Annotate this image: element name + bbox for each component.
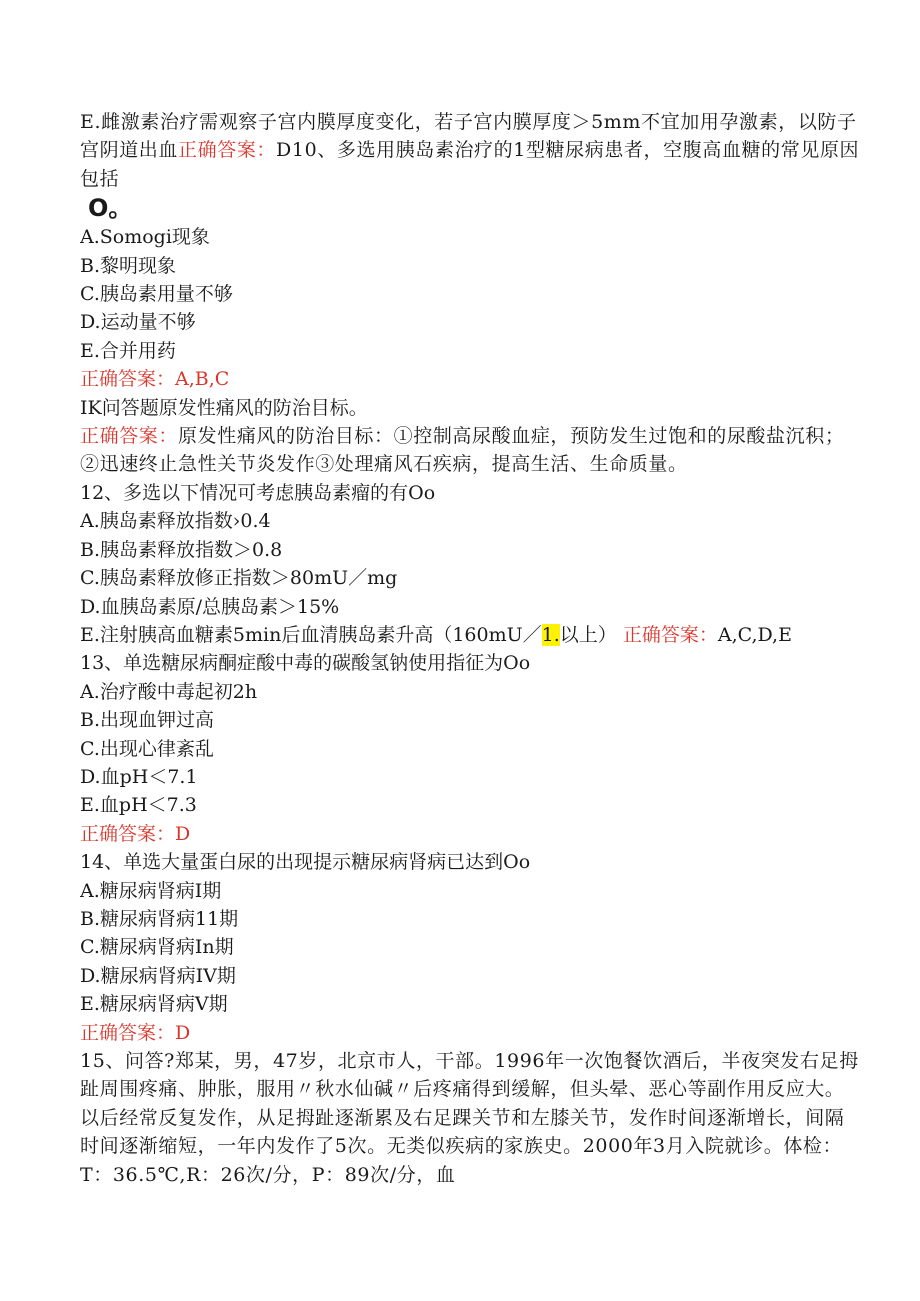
q14-stem: 14、单选大量蛋白尿的出现提示糖尿病肾病已达到Oo xyxy=(80,851,531,874)
q10-option-e: E.合并用药 xyxy=(80,339,176,362)
q11-stem: IK问答题原发性痛风的防治目标。 xyxy=(80,396,368,419)
q14-option-d: D.糖尿病肾病IV期 xyxy=(80,964,236,987)
q10-answer-label: 正确答案： xyxy=(80,368,176,391)
q13-stem: 13、单选糖尿病酮症酸中毒的碳酸氢钠使用指征为Oo xyxy=(80,652,531,675)
q13-option-a: A.治疗酸中毒起初2h xyxy=(80,680,258,703)
q14-option-e: E.糖尿病肾病V期 xyxy=(80,993,228,1016)
q10-option-d: D.运动量不够 xyxy=(80,311,196,334)
q12-option-e xyxy=(80,621,860,649)
q14-answer-label: 正确答案： xyxy=(80,1021,176,1044)
q13-option-c: C.出现心律紊乱 xyxy=(80,737,214,760)
q10-answer-value: A,B,C xyxy=(175,368,230,391)
q12-answer-label: 正确答案： xyxy=(622,623,718,646)
q10-option-b: B.黎明现象 xyxy=(80,254,177,277)
q14-answer-value: D xyxy=(175,1021,191,1044)
q13-answer-value: D xyxy=(175,822,191,845)
q9-option-e-paragraph xyxy=(80,108,860,193)
q11-answer-value: 原发性痛风的防治目标：①控制高尿酸血症，预防发生过饱和的尿酸盐沉积；②迅速终止急性关节炎发作③处理痛风石疾病，提高生活、生命质量。 xyxy=(80,425,845,476)
q13-option-d: D.血pH＜7.1 xyxy=(80,765,198,788)
q14-answer xyxy=(80,1019,860,1047)
q13-option-b: B.出现血钾过高 xyxy=(80,709,215,732)
q14-option-b: B.糖尿病肾病11期 xyxy=(80,907,239,930)
q10-stem: 10、多选用胰岛素治疗的1型糖尿病患者，空腹高血糖的常见原因包括 xyxy=(80,139,860,190)
q13-option-e: E.血pH＜7.3 xyxy=(80,794,197,817)
q13-answer xyxy=(80,820,860,848)
q12-stem: 12、多选以下情况可考虑胰岛素瘤的有Oo xyxy=(80,481,436,504)
q12-option-b: B.胰岛素释放指数＞0.8 xyxy=(80,538,283,561)
q11-answer xyxy=(80,422,860,479)
q10-stem-tail: O。 xyxy=(88,194,133,223)
q10-answer xyxy=(80,365,860,393)
q14-option-c: C.糖尿病肾病In期 xyxy=(80,936,234,959)
q10-option-a: A.Somogi现象 xyxy=(80,226,210,249)
q9-option-e: E.雌激素治疗需观察子宫内膜厚度变化，若子宫内膜厚度＞5mm不宜加用孕激素，以防子宫阴道出血 xyxy=(80,111,857,162)
q14-option-a: A.糖尿病肾病I期 xyxy=(80,879,222,902)
q12-option-c: C.胰岛素释放修正指数＞80mU／mg xyxy=(80,567,398,590)
q12-option-e-highlight: 1. xyxy=(541,623,560,646)
q11-answer-label: 正确答案： xyxy=(80,425,179,448)
q12-option-e-pre: E.注射胰高血糖素5min后血清胰岛素升高（160mU／ xyxy=(80,623,542,646)
q13-answer-label: 正确答案： xyxy=(80,822,176,845)
q15-stem: 15、问答?郑某，男，47岁，北京市人，干部。1996年一次饱餐饮酒后，半夜突发右足拇趾周围疼痛、肿胀，服用〃秋水仙碱〃后疼痛得到缓解，但头晕、恶心等副作用反应大。以后经常反复发作，从足拇趾逐渐累及右足踝关节和左膝关节，发作时间逐渐增长，间隔时间逐渐缩短，一年内发作了5次。无类似疾病的家族史。2000年3月入院就诊。体检：T：36.5℃,R：26次/分，P：89次/分，血 xyxy=(80,1050,859,1186)
q12-answer-value: A,C,D,E xyxy=(717,623,792,646)
q10-option-c: C.胰岛素用量不够 xyxy=(80,283,233,306)
q12-option-d: D.血胰岛素原/总胰岛素＞15% xyxy=(80,595,340,618)
q12-option-a: A.胰岛素释放指数›0.4 xyxy=(80,510,271,533)
q12-option-e-post: 以上） xyxy=(559,623,617,646)
q9-answer-label: 正确答案： xyxy=(178,139,277,162)
q9-answer-value: D xyxy=(276,139,292,162)
